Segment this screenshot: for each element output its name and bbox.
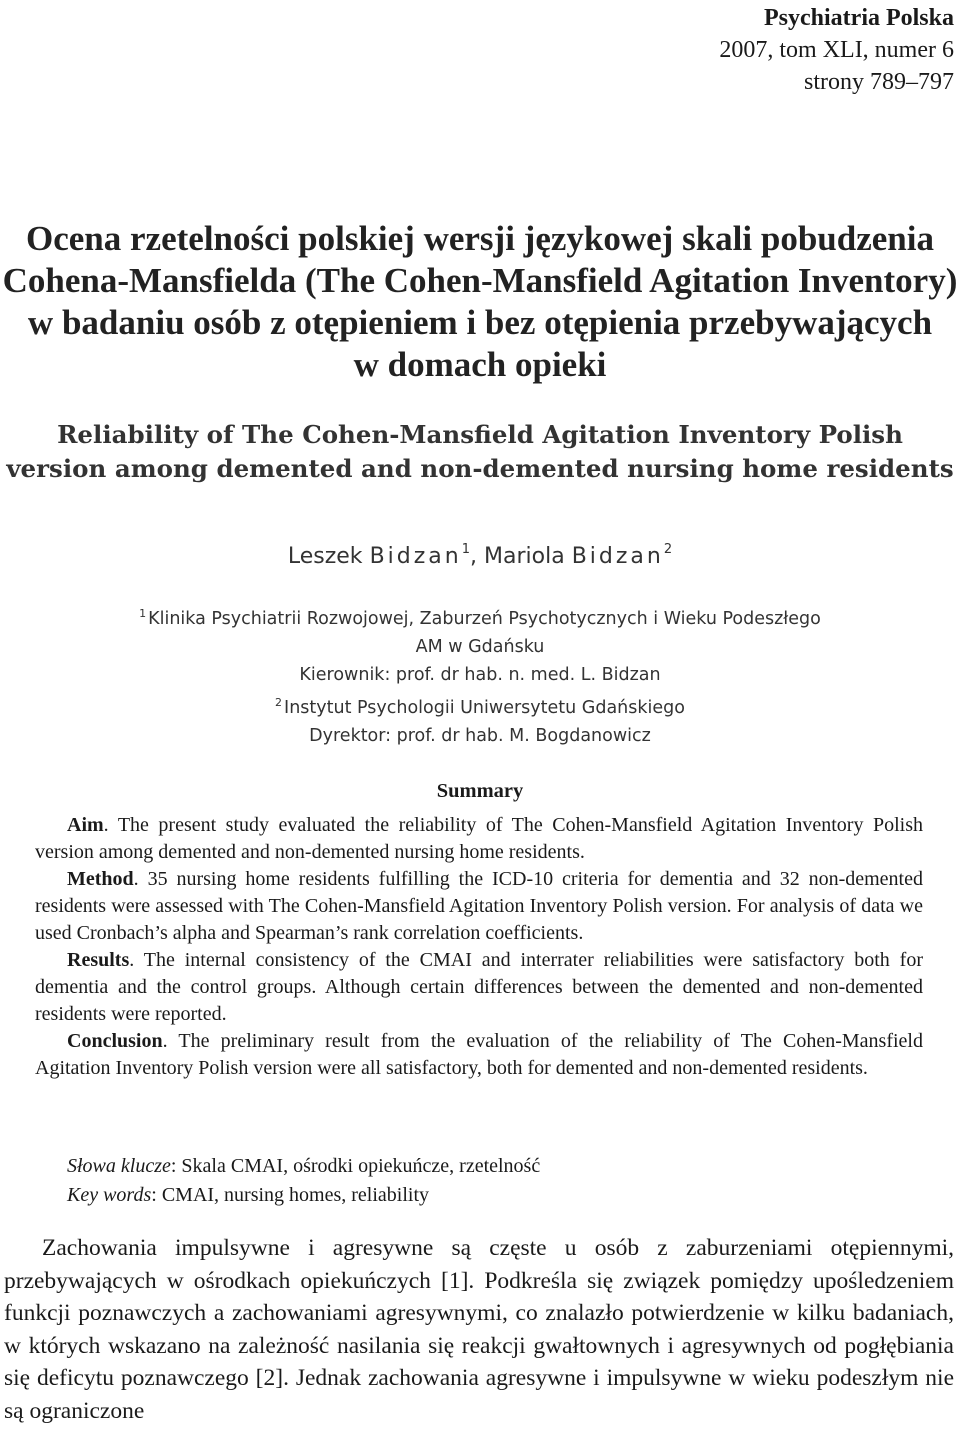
aim-label: Aim xyxy=(67,814,104,836)
author-2-first-name: Mariola xyxy=(484,544,565,569)
affiliation-2-line xyxy=(0,689,960,722)
affiliation-1-city: AM w Gdańsku xyxy=(415,637,545,657)
author-1-first-name: Leszek xyxy=(287,544,363,569)
title-english xyxy=(0,418,960,486)
author-1-affiliation-mark: 1 xyxy=(461,542,470,557)
affiliation-2-text: Instytut Psychologii Uniwersytetu Gdańskiego xyxy=(284,698,685,718)
results-label: Results xyxy=(67,949,130,971)
affiliation-2-mark: 2 xyxy=(275,696,283,709)
body-paragraph: Zachowania impulsywne i agresywne są częste u osób z zaburzeniami otępiennymi, przebywających w ośrodkach opiekuńczych [1]. Podkreśla się związek pomiędzy upośledzeniem funkcji poznawczych a zachowaniami agresywnymi, co znalazło potwierdzenie w kilku badaniach, w których wskazano na zależność nasilania się reakcji gwałtownych i agresywnych od pogłębiania się deficytu poznawczego [2]. Jednak zachowania agresywne i impulsywne w wieku podeszłym nie są ograniczone xyxy=(4,1235,954,1424)
abstract xyxy=(35,812,923,1082)
affiliation-1-line xyxy=(0,600,960,633)
keywords-polish-text: : Skala CMAI, ośrodki opiekuńcze, rzetelność xyxy=(170,1155,541,1177)
author-1-last-name: Bidzan xyxy=(369,544,462,569)
title-polish-line: Cohena-Mansfielda (The Cohen-Mansfield Agitation Inventory) xyxy=(2,261,958,300)
keywords-polish xyxy=(67,1152,540,1181)
author-2-last-name: Bidzan xyxy=(571,544,664,569)
aim-text: . The present study evaluated the reliability of The Cohen-Mansfield Agitation Inventory Polish version among demented and non-demented nursing home residents. xyxy=(35,814,923,863)
keywords-polish-label: Słowa klucze xyxy=(67,1155,171,1177)
conclusion-label: Conclusion xyxy=(67,1030,163,1052)
results-text: . The internal consistency of the CMAI and interrater reliabilities were satisfactory both for dementia and the control groups. Although certain differences between the demented and non-demented residents were reported. xyxy=(35,949,923,1025)
conclusion-text: . The preliminary result from the evaluation of the reliability of The Cohen-Mansfield Agitation Inventory Polish version were all satisfactory, both for demented and non-demented residents. xyxy=(35,1030,923,1079)
journal-issue: 2007, tom XLI, numer 6 xyxy=(719,37,954,63)
method-label: Method xyxy=(67,868,134,890)
body-text xyxy=(4,1232,954,1427)
title-polish xyxy=(0,218,960,386)
summary-heading: Summary xyxy=(436,780,524,802)
authors-line xyxy=(0,530,960,577)
title-english-line: version among demented and non-demented nursing home residents xyxy=(6,454,954,483)
keywords-english-text: : CMAI, nursing homes, reliability xyxy=(151,1184,430,1206)
keywords-english xyxy=(67,1181,540,1210)
author-separator: , xyxy=(470,544,477,569)
method-text: . 35 nursing home residents fulfilling the ICD-10 criteria for dementia and 32 non-demented residents were assessed with The Cohen-Mansfield Agitation Inventory Polish version. For analysis of data we used Cronbach’s alpha and Spearman’s rank correlation coefficients. xyxy=(35,868,923,944)
title-polish-line: w badaniu osób z otępieniem i bez otępienia przebywających xyxy=(27,303,933,342)
title-polish-line: Ocena rzetelności polskiej wersji językowej skali pobudzenia xyxy=(26,219,934,258)
abstract-aim xyxy=(35,812,923,866)
affiliation-1-head: Kierownik: prof. dr hab. n. med. L. Bidzan xyxy=(299,665,661,685)
affiliations xyxy=(0,600,960,750)
abstract-conclusion xyxy=(35,1028,923,1082)
keywords-english-label: Key words xyxy=(67,1184,152,1206)
abstract-results xyxy=(35,947,923,1028)
affiliation-1-mark: 1 xyxy=(139,607,147,620)
title-english-line: Reliability of The Cohen-Mansfield Agitation Inventory Polish xyxy=(57,420,903,449)
journal-pages: strony 789–797 xyxy=(804,69,954,95)
journal-name: Psychiatria Polska xyxy=(764,5,954,31)
affiliation-2-head: Dyrektor: prof. dr hab. M. Bogdanowicz xyxy=(309,726,651,746)
journal-header xyxy=(719,2,954,98)
keywords xyxy=(67,1152,540,1210)
affiliation-1-text: Klinika Psychiatrii Rozwojowej, Zaburzeń Psychotycznych i Wieku Podeszłego xyxy=(148,609,821,629)
author-2-affiliation-mark: 2 xyxy=(663,542,673,557)
title-polish-line: w domach opieki xyxy=(353,345,607,384)
abstract-method xyxy=(35,866,923,947)
